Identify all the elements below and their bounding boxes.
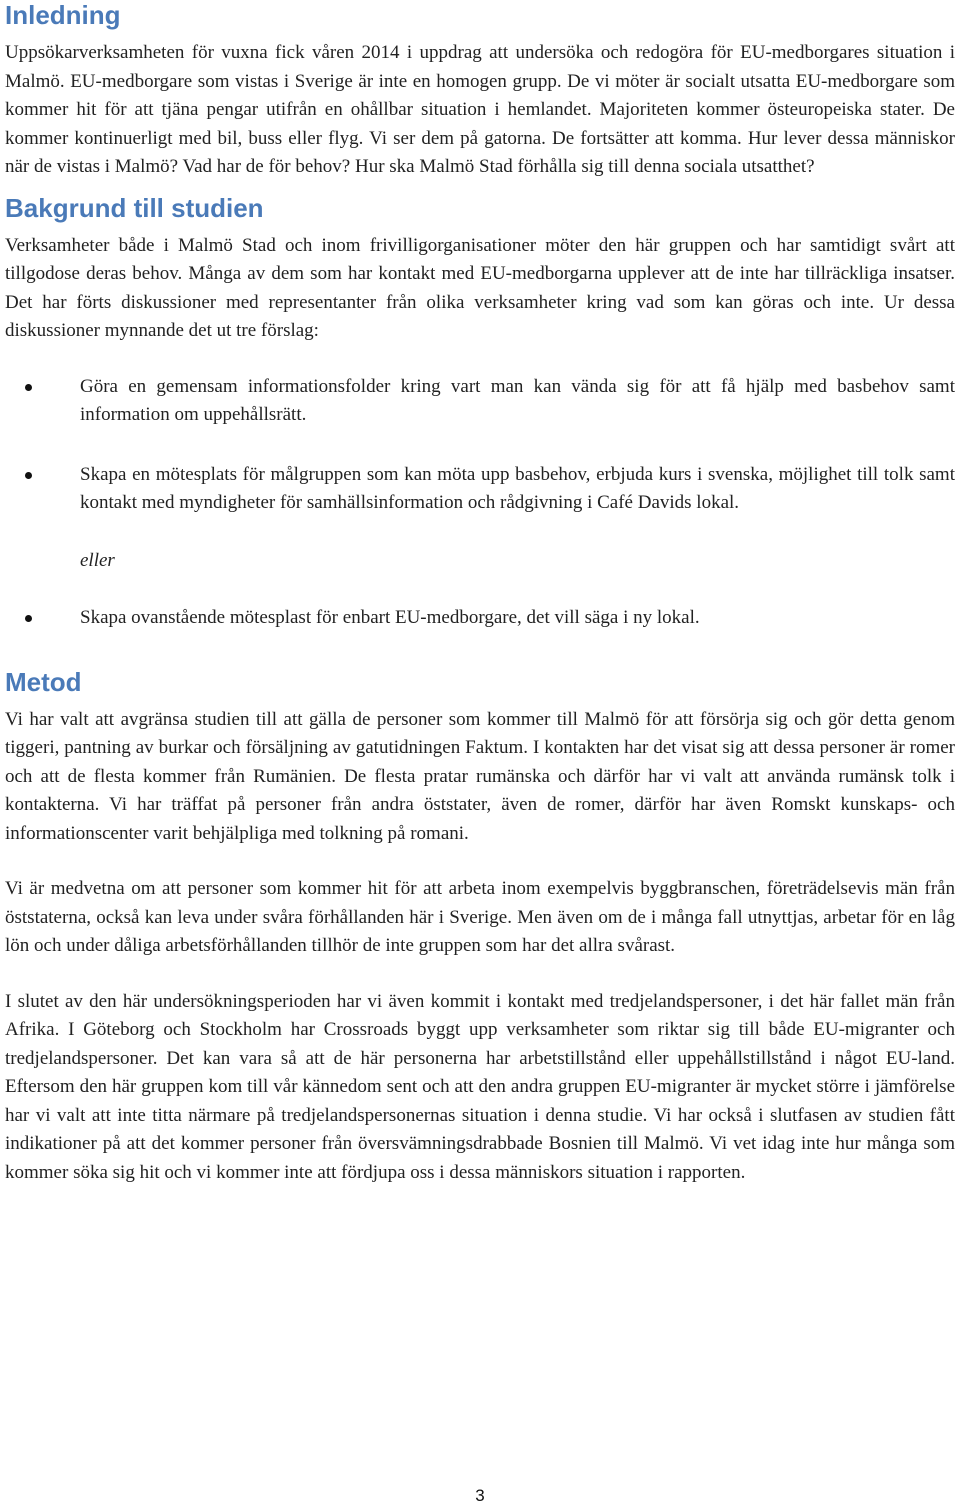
page-number: 3: [475, 1486, 485, 1505]
eller-text: eller: [80, 549, 115, 571]
heading-metod: Metod: [5, 666, 82, 697]
list-item: [5, 604, 955, 633]
paragraph-metod-2: Vi är medvetna om att personer som kommer hit för att arbeta inom exempelvis byggbranschen, företrädelsevis män från öststaterna, också kan leva under svåra förhållanden här i Sverige. Men även om de i många fall utnyttjas, arbetar för en låg lön och under dåliga arbetsförhållanden tillhör de inte gruppen som har det allra svårast.: [5, 878, 955, 956]
document-page: [5, 0, 955, 1187]
list-item-text: Skapa ovanstående mötesplast för enbart EU-medborgare, det vill säga i ny lokal.: [80, 607, 700, 628]
proposal-list: [5, 373, 955, 518]
bullet-icon: [25, 384, 32, 391]
proposal-list-alt: [5, 604, 955, 633]
list-item-text: Skapa en mötesplats för målgruppen som kan möta upp basbehov, erbjuda kurs i svenska, möjlighet till tolk samt kontakt med myndigheter för samhällsinformation och rådgivning i Café Davids lokal.: [80, 463, 955, 513]
list-item: [5, 373, 955, 430]
paragraph-inledning: Uppsökarverksamheten för vuxna fick våren 2014 i uppdrag att undersöka och redogöra för EU-medborgares situation i Malmö. EU-medborgare som vistas i Sverige är inte en homogen grupp. De vi möter är socialt utsatta EU-medborgare som kommer hit för att tjäna pengar utifrån en ohållbar situation i hemlandet. Majoriteten kommer östeuropeiska stater. De kommer kontinuerligt med bil, buss eller flyg. Vi ser dem på gatorna. De fortsätter att komma. Hur lever dessa människor när de vistas i Malmö? Vad har de för behov? Hur ska Malmö Stad förhålla sig till denna sociala utsatthet?: [5, 42, 955, 177]
heading-inledning: Inledning: [5, 0, 121, 30]
list-item-text: Göra en gemensam informationsfolder kring vart man kan vända sig för att få hjälp med basbehov samt information om uppehållsrätt.: [80, 375, 955, 425]
paragraph-metod-1: Vi har valt att avgränsa studien till att gälla de personer som kommer till Malmö för att försörja sig och gör detta genom tiggeri, pantning av burkar och försäljning av gatutidningen Faktum. I kontakten har det visat sig att dessa personer är romer och att de flesta kommer från Rumänien. De flesta pratar rumänska och därför har vi valt att använda rumänsk tolk i kontakterna. Vi har träffat på personer från andra öststater, även de romer, därför har även Romskt kunskaps- och informationscenter varit behjälpliga med tolkning på romani.: [5, 708, 955, 844]
heading-bakgrund: Bakgrund till studien: [5, 192, 264, 223]
bullet-icon: [25, 472, 32, 479]
bullet-icon: [25, 615, 32, 622]
paragraph-bakgrund: Verksamheter både i Malmö Stad och inom frivilligorganisationer möter den här gruppen och har samtidigt svårt att tillgodose deras behov. Många av dem som har kontakt med EU-medborgarna upplever att de inte har tillräckliga insatser. Det har förts diskussioner med representanter från olika verksamheter kring vad som kan göras och inte. Ur dessa diskussioner mynnande det ut tre förslag:: [5, 234, 955, 341]
paragraph-metod-3: I slutet av den här undersökningsperioden har vi även kommit i kontakt med tredjelandspersoner, i det här fallet män från Afrika. I Göteborg och Stockholm har Crossroads byggt upp verksamheter som riktar sig till både EU-migranter och tredjelandspersoner. Det kan vara så att de här personerna har arbetstillstånd eller uppehållstillstånd i något EU-land. Eftersom den här gruppen kom till vår kännedom sent och att den andra gruppen EU-migranter är mycket större i jämförelse har vi valt att inte titta närmare på tredjelandspersonernas situation i denna studie. Vi har också i slutfasen av studien fått indikationer på att det kommer personer från översvämningsdrabbade Bosnien till Malmö. Vi vet idag inte hur många som kommer söka sig hit och vi kommer inte att fördjupa oss i dessa människors situation i rapporten.: [5, 990, 955, 1183]
list-item: [5, 461, 955, 518]
